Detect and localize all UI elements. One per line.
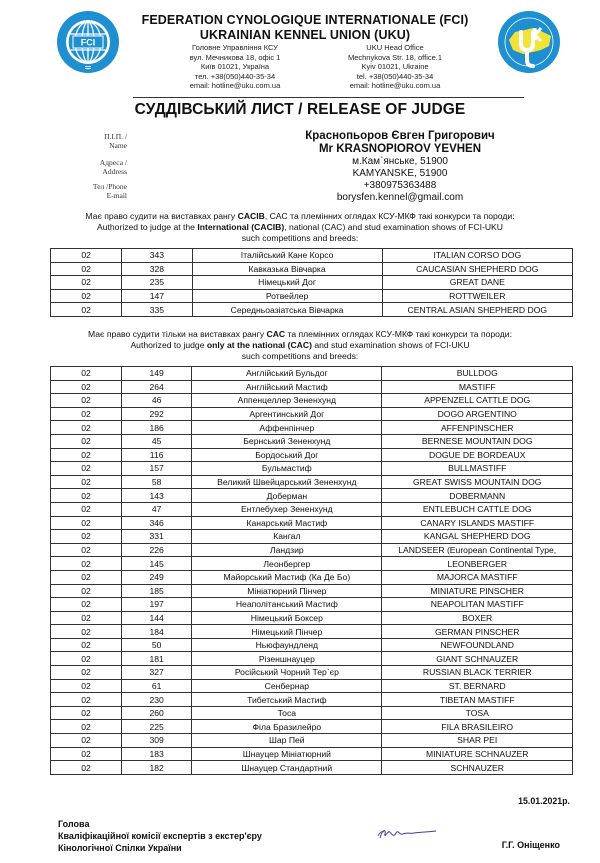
breed-group-cell: 02 [51, 421, 122, 435]
breed-row [51, 625, 573, 639]
header-title-fci: FEDERATION CYNOLOGIQUE INTERNATIONALE (FCI) [141, 13, 469, 27]
breed-group-cell: 02 [51, 666, 122, 680]
breed-name-ua-cell: Англійський Мастиф [192, 380, 382, 394]
breed-name-ua-cell: Ньюфаундленд [192, 638, 382, 652]
breed-name-en-cell: GERMAN PINSCHER [382, 625, 573, 639]
breed-name-en-cell: GREAT DANE [382, 276, 572, 290]
breed-group-cell: 02 [51, 747, 122, 761]
breed-fci-number-cell: 186 [122, 421, 192, 435]
breed-row [51, 652, 573, 666]
breed-fci-number-cell: 327 [122, 666, 192, 680]
uku-logo [497, 10, 561, 74]
address-en [320, 43, 470, 91]
judge-name-en: Mr KRASNOPIOROV YEVHEN [318, 143, 482, 155]
breed-fci-number-cell: 335 [122, 303, 192, 317]
breed-row [51, 516, 573, 530]
name-label-ua: П.І.П. / [104, 132, 127, 141]
judge-address-en: KAMYANSKE, 51900 [352, 168, 448, 179]
breed-name-ua-cell: Майорський Мастиф (Ка Де Бо) [192, 570, 382, 584]
address-label [60, 158, 127, 176]
breed-fci-number-cell: 197 [122, 598, 192, 612]
signatory-title-line: Кінологічної Спілки України [58, 843, 182, 853]
breed-name-ua-cell: Шнауцер Мініатюрний [192, 747, 382, 761]
breed-row [51, 570, 573, 584]
judge-name-ua: Краснопьоров Євген Григорович [305, 130, 495, 142]
breed-fci-number-cell: 331 [122, 530, 192, 544]
breed-row [51, 734, 573, 748]
breed-group-cell: 02 [51, 262, 122, 276]
breed-group-cell: 02 [51, 249, 122, 263]
breed-row [51, 489, 573, 503]
breed-row [51, 303, 573, 317]
fci-logo [56, 10, 120, 74]
breed-group-cell: 02 [51, 407, 122, 421]
address-ua-line: Київ 01021, Україна [200, 62, 270, 72]
cacib-text-ua: Має право судити на виставках рангу CACIB, CAC та племінних оглядах КСУ-МКФ такі конкурси та породи: [85, 211, 515, 221]
breed-group-cell: 02 [51, 734, 122, 748]
breed-name-ua-cell: Різеншнауцер [192, 652, 382, 666]
breed-name-en-cell: MASTIFF [382, 380, 573, 394]
breed-name-en-cell: LANDSEER (European Continental Type, [382, 543, 573, 557]
breed-name-ua-cell: Філа Бразилейро [192, 720, 382, 734]
breed-group-cell: 02 [51, 394, 122, 408]
breed-fci-number-cell: 184 [122, 625, 192, 639]
breed-fci-number-cell: 182 [122, 761, 192, 775]
breed-group-cell: 02 [51, 570, 122, 584]
breed-name-en-cell: GREAT SWISS MOUNTAIN DOG [382, 475, 573, 489]
header-title-uku: UKRAINIAN KENNEL UNION (UKU) [199, 28, 411, 42]
phone-label: Тел /Phone [92, 182, 127, 191]
breed-row [51, 530, 573, 544]
fci-globe-icon [56, 10, 120, 74]
address-en-line: tel. +38(050)440-35-34 [356, 71, 434, 81]
breed-group-cell: 02 [51, 367, 122, 381]
signatory-name: Г.Г. Оніщенко [501, 840, 560, 850]
breed-row [51, 262, 573, 276]
breed-fci-number-cell: 144 [122, 611, 192, 625]
breed-group-cell: 02 [51, 625, 122, 639]
breed-name-ua-cell: Ротвейлер [192, 289, 382, 303]
breed-group-cell: 02 [51, 530, 122, 544]
address-en-line: email: hotline@uku.com.ua [349, 81, 441, 91]
breed-row [51, 462, 573, 476]
cacib-description [0, 211, 600, 244]
header-title [140, 13, 470, 43]
breed-name-en-cell: ENTLEBUCH CATTLE DOG [382, 502, 573, 516]
breed-name-ua-cell: Тибетський Мастиф [192, 693, 382, 707]
breed-row [51, 611, 573, 625]
breed-group-cell: 02 [51, 489, 122, 503]
breed-name-ua-cell: Кавказька Вівчарка [192, 262, 382, 276]
breed-name-en-cell: MINIATURE SCHNAUZER [382, 747, 573, 761]
breed-name-en-cell: BULLDOG [382, 367, 573, 381]
address-en-line: UKU Head Office [366, 43, 424, 52]
breed-row [51, 394, 573, 408]
breed-fci-number-cell: 61 [122, 679, 192, 693]
breed-fci-number-cell: 50 [122, 638, 192, 652]
breed-fci-number-cell: 143 [122, 489, 192, 503]
breed-row [51, 434, 573, 448]
breed-name-en-cell: RUSSIAN BLACK TERRIER [382, 666, 573, 680]
breed-row [51, 638, 573, 652]
breed-row [51, 407, 573, 421]
breed-group-cell: 02 [51, 611, 122, 625]
breed-name-en-cell: DOGO ARGENTINO [382, 407, 573, 421]
breed-fci-number-cell: 185 [122, 584, 192, 598]
breed-name-ua-cell: Доберман [192, 489, 382, 503]
fci-logo-text: FCI [80, 37, 96, 48]
breed-name-ua-cell: Великий Швейцарський Зененхунд [192, 475, 382, 489]
judge-email: borysfen.kennel@gmail.com [336, 192, 464, 203]
breed-row [51, 747, 573, 761]
address-label-ua: Адреса / [99, 158, 127, 167]
cac-breeds-table [50, 366, 573, 775]
signatory-title-line: Кваліфікаційної комісії експертів з екстер'єру [58, 831, 262, 841]
breed-name-ua-cell: Тоса [192, 706, 382, 720]
address-ua-line: email: hotline@uku.com.ua [189, 81, 281, 91]
breed-name-ua-cell: Бульмастиф [192, 462, 382, 476]
breed-group-cell: 02 [51, 557, 122, 571]
breed-row [51, 666, 573, 680]
judge-address-ua: м.Кам`янське, 51900 [352, 156, 448, 167]
breed-fci-number-cell: 183 [122, 747, 192, 761]
address-ua [160, 43, 310, 91]
address-ua-line: вул. Мечникова 18, офіс 1 [189, 52, 281, 62]
breed-name-en-cell: SHAR PEI [382, 734, 573, 748]
breed-name-ua-cell: Канарський Мастиф [192, 516, 382, 530]
breed-group-cell: 02 [51, 276, 122, 290]
breed-group-cell: 02 [51, 720, 122, 734]
breed-row [51, 693, 573, 707]
breed-group-cell: 02 [51, 761, 122, 775]
breed-group-cell: 02 [51, 380, 122, 394]
uku-ukraine-map-icon [497, 10, 561, 74]
breed-fci-number-cell: 181 [122, 652, 192, 666]
breed-name-en-cell: GIANT SCHNAUZER [382, 652, 573, 666]
breed-name-ua-cell: Середньоазіатська Вівчарка [192, 303, 382, 317]
breed-name-en-cell: ROTTWEILER [382, 289, 572, 303]
breed-name-ua-cell: Шнауцер Стандартний [192, 761, 382, 775]
breed-name-en-cell: CAUCASIAN SHEPHERD DOG [382, 262, 572, 276]
breed-row [51, 598, 573, 612]
breed-group-cell: 02 [51, 598, 122, 612]
breed-name-ua-cell: Ландзир [192, 543, 382, 557]
breed-name-en-cell: FILA BRASILEIRO [382, 720, 573, 734]
breed-name-ua-cell: Італійський Кане Корсо [192, 249, 382, 263]
cacib-breeds-table [50, 248, 573, 317]
breed-name-en-cell: TIBETAN MASTIFF [382, 693, 573, 707]
breed-row [51, 448, 573, 462]
breed-name-ua-cell: Кангал [192, 530, 382, 544]
breed-name-en-cell: ITALIAN CORSO DOG [382, 249, 572, 263]
breed-fci-number-cell: 249 [122, 570, 192, 584]
cac-description [0, 329, 600, 362]
breed-name-en-cell: APPENZELL CATTLE DOG [382, 394, 573, 408]
breed-group-cell: 02 [51, 448, 122, 462]
breed-row [51, 720, 573, 734]
phone-email-label [60, 182, 127, 200]
breed-name-en-cell: SCHNAUZER [382, 761, 573, 775]
breed-fci-number-cell: 260 [122, 706, 192, 720]
breed-name-ua-cell: Леонбергер [192, 557, 382, 571]
breed-name-en-cell: CANARY ISLANDS MASTIFF [382, 516, 573, 530]
document-title: СУДДІВСЬКИЙ ЛИСТ / RELEASE OF JUDGE [134, 101, 466, 118]
address-en-line: Mechnykova Str. 18, office.1 [347, 52, 443, 62]
cac-text-ua: Має право судити тільки на виставках рангу CAC та племінних оглядах КСУ-МКФ такі конкурси та породи: [88, 329, 512, 339]
breed-fci-number-cell: 226 [122, 543, 192, 557]
breed-name-ua-cell: Аффенпінчер [192, 421, 382, 435]
breed-name-ua-cell: Мініатюрний Пінчер [192, 584, 382, 598]
breed-fci-number-cell: 58 [122, 475, 192, 489]
breed-name-en-cell: BOXER [382, 611, 573, 625]
breed-fci-number-cell: 225 [122, 720, 192, 734]
breed-name-en-cell: DOGUE DE BORDEAUX [382, 448, 573, 462]
breed-name-ua-cell: Сенбернар [192, 679, 382, 693]
breed-group-cell: 02 [51, 462, 122, 476]
address-en-line: Kyiv 01021, Ukraine [361, 62, 429, 72]
breed-name-ua-cell: Бернський Зененхунд [192, 434, 382, 448]
breed-name-ua-cell: Неаполітанський Мастиф [192, 598, 382, 612]
breed-fci-number-cell: 230 [122, 693, 192, 707]
breed-group-cell: 02 [51, 693, 122, 707]
breed-name-en-cell: MINIATURE PINSCHER [382, 584, 573, 598]
breed-fci-number-cell: 157 [122, 462, 192, 476]
address-ua-line: Головне Управління КСУ [192, 43, 278, 52]
breed-name-en-cell: DOBERMANN [382, 489, 573, 503]
breed-name-ua-cell: Аргентинський Дог [192, 407, 382, 421]
breed-row [51, 249, 573, 263]
signature-icon [376, 826, 440, 842]
breed-group-cell: 02 [51, 706, 122, 720]
breed-name-ua-cell: Німецький Боксер [192, 611, 382, 625]
breed-row [51, 367, 573, 381]
cac-text-en-line3: such competitions and breeds: [241, 351, 359, 361]
breed-row [51, 706, 573, 720]
breed-row [51, 557, 573, 571]
breed-name-en-cell: BERNESE MOUNTAIN DOG [382, 434, 573, 448]
breed-fci-number-cell: 328 [122, 262, 192, 276]
breed-name-en-cell: BULLMASTIFF [382, 462, 573, 476]
breed-row [51, 543, 573, 557]
breed-name-ua-cell: Аппенцеллер Зененхунд [192, 394, 382, 408]
breed-group-cell: 02 [51, 543, 122, 557]
breed-fci-number-cell: 45 [122, 434, 192, 448]
document-date: 15.01.2021р. [518, 796, 570, 806]
breed-name-ua-cell: Німецький Дог [192, 276, 382, 290]
breed-name-en-cell: CENTRAL ASIAN SHEPHERD DOG [382, 303, 572, 317]
breed-name-ua-cell: Бордоський Дог [192, 448, 382, 462]
breed-group-cell: 02 [51, 475, 122, 489]
breed-name-ua-cell: Німецький Пінчер [192, 625, 382, 639]
breed-row [51, 289, 573, 303]
breed-fci-number-cell: 292 [122, 407, 192, 421]
breed-fci-number-cell: 309 [122, 734, 192, 748]
address-label-en: Address [102, 167, 127, 176]
breed-fci-number-cell: 346 [122, 516, 192, 530]
breed-name-en-cell: AFFENPINSCHER [382, 421, 573, 435]
breed-row [51, 475, 573, 489]
breed-row [51, 421, 573, 435]
breed-name-en-cell: NEWFOUNDLAND [382, 638, 573, 652]
signatory-title-line: Голова [58, 819, 90, 829]
breed-row [51, 584, 573, 598]
name-label [60, 132, 127, 150]
breed-row [51, 276, 573, 290]
name-label-en: Name [109, 141, 127, 150]
signatory-title [58, 818, 262, 854]
breed-group-cell: 02 [51, 502, 122, 516]
header-divider [133, 97, 524, 98]
breed-row [51, 502, 573, 516]
breed-group-cell: 02 [51, 584, 122, 598]
breed-group-cell: 02 [51, 516, 122, 530]
breed-fci-number-cell: 145 [122, 557, 192, 571]
breed-name-en-cell: TOSA [382, 706, 573, 720]
breed-name-en-cell: ST. BERNARD [382, 679, 573, 693]
breed-name-ua-cell: Російський Чорний Тер`єр [192, 666, 382, 680]
breed-name-en-cell: LEONBERGER [382, 557, 573, 571]
breed-group-cell: 02 [51, 434, 122, 448]
breed-fci-number-cell: 343 [122, 249, 192, 263]
breed-fci-number-cell: 116 [122, 448, 192, 462]
address-ua-line: тел. +38(050)440-35-34 [194, 71, 276, 81]
cac-text-en: Authorized to judge only at the national (CAC) and stud examination shows of FCI-UKU [130, 340, 470, 350]
breed-name-ua-cell: Ентлебухер Зененхунд [192, 502, 382, 516]
breed-name-ua-cell: Шар Пей [192, 734, 382, 748]
breed-name-en-cell: MAJORCA MASTIFF [382, 570, 573, 584]
breed-group-cell: 02 [51, 303, 122, 317]
breed-group-cell: 02 [51, 679, 122, 693]
breed-fci-number-cell: 235 [122, 276, 192, 290]
breed-name-ua-cell: Англійський Бульдог [192, 367, 382, 381]
breed-row [51, 761, 573, 775]
breed-fci-number-cell: 147 [122, 289, 192, 303]
breed-group-cell: 02 [51, 289, 122, 303]
breed-name-en-cell: NEAPOLITAN MASTIFF [382, 598, 573, 612]
judge-phone: +380975363488 [363, 180, 437, 191]
breed-row [51, 380, 573, 394]
breed-row [51, 679, 573, 693]
breed-group-cell: 02 [51, 652, 122, 666]
cacib-text-en-line3: such competitions and breeds: [241, 233, 359, 243]
breed-name-en-cell: KANGAL SHEPHERD DOG [382, 530, 573, 544]
breed-fci-number-cell: 264 [122, 380, 192, 394]
email-label: E-mail [106, 191, 127, 200]
cacib-text-en: Authorized to judge at the International (CACIB), national (CAC) and stud examination shows of FCI-UKU [97, 222, 503, 232]
breed-fci-number-cell: 46 [122, 394, 192, 408]
breed-group-cell: 02 [51, 638, 122, 652]
breed-fci-number-cell: 149 [122, 367, 192, 381]
breed-fci-number-cell: 47 [122, 502, 192, 516]
